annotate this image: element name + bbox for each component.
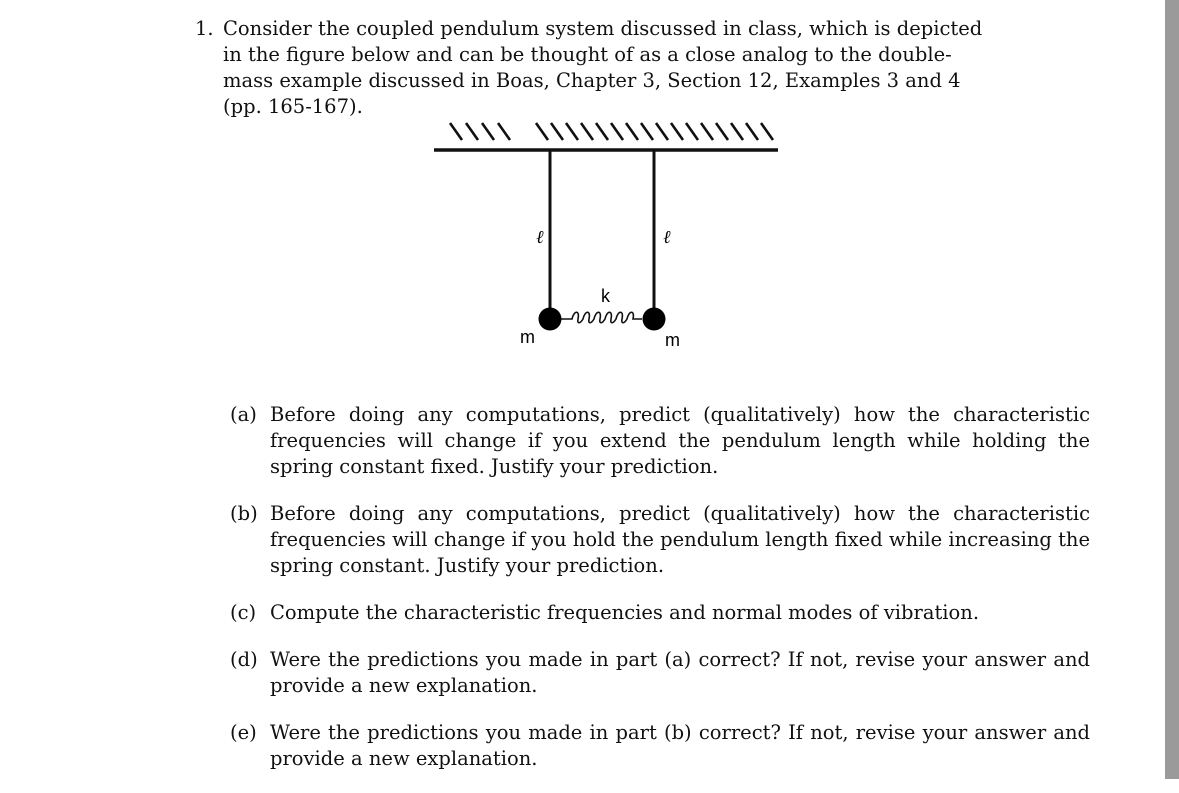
part-e <box>230 720 1090 772</box>
part-c <box>230 600 1090 626</box>
problem-text: Consider the coupled pendulum system discussed in class, which is depicted in the figure below and can be thought of as a close analog to the double-mass example discussed in Boas, Chapter 3, Section 12, Examples 3 and 4 (pp. 165-167). <box>223 17 983 118</box>
part-text: Before doing any computations, predict (qualitatively) how the characteristic frequencies will change if you extend the pendulum length while holding the spring constant fixed. Justify your prediction. <box>270 403 1090 478</box>
part-label: (b) <box>230 502 258 525</box>
left-mass-label: m <box>520 327 535 347</box>
part-b <box>230 501 1090 579</box>
vertical-scrollbar[interactable] <box>1165 0 1179 779</box>
part-text: Before doing any computations, predict (qualitatively) how the characteristic frequencies will change if you hold the pendulum length fixed while increasing the spring constant. Justify your prediction. <box>270 502 1090 577</box>
spring <box>561 312 642 323</box>
part-text: Were the predictions you made in part (b) correct? If not, revise your answer and provide a new explanation. <box>270 721 1090 770</box>
part-label: (e) <box>230 721 257 744</box>
right-mass <box>643 308 666 331</box>
part-d <box>230 647 1090 699</box>
spring-constant-label: k <box>601 286 610 306</box>
coupled-pendulum-figure <box>430 110 790 360</box>
part-text: Compute the characteristic frequencies and normal modes of vibration. <box>270 601 980 624</box>
ceiling-hatching <box>450 123 773 140</box>
left-mass <box>539 308 562 331</box>
part-label: (a) <box>230 403 257 426</box>
question-parts <box>230 402 1090 793</box>
right-length-label: ℓ <box>663 227 671 248</box>
part-a <box>230 402 1090 480</box>
part-label: (c) <box>230 601 257 624</box>
part-text: Were the predictions you made in part (a) correct? If not, revise your answer and provide a new explanation. <box>270 648 1090 697</box>
part-label: (d) <box>230 648 258 671</box>
right-mass-label: m <box>665 330 680 350</box>
left-length-label: ℓ <box>536 227 544 248</box>
problem-statement <box>195 16 995 120</box>
problem-number: 1. <box>195 17 214 40</box>
